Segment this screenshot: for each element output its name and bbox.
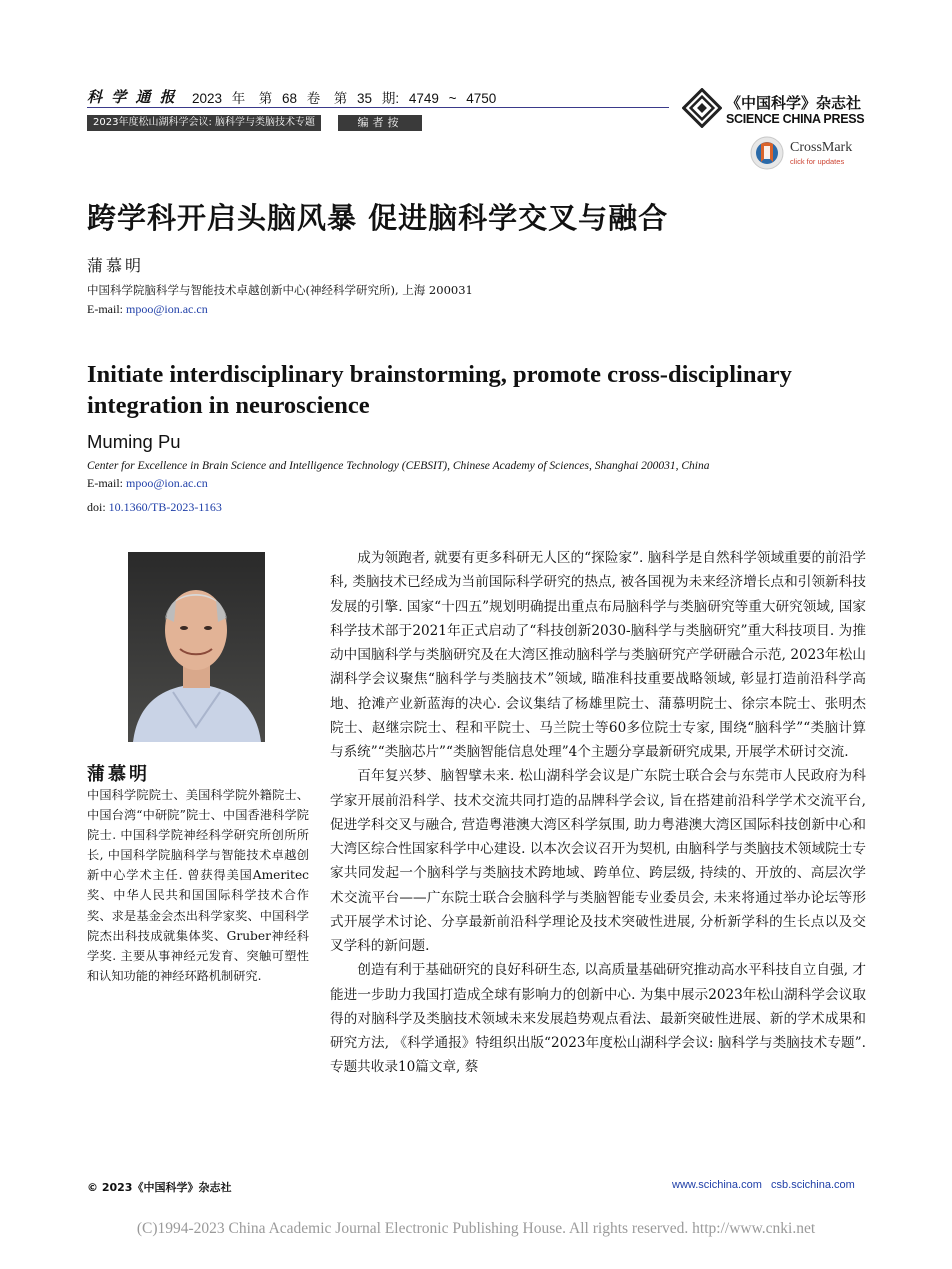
email-line-en <box>87 476 208 491</box>
footer-link-csb[interactable]: csb.scichina.com <box>771 1179 855 1191</box>
author-photo <box>128 552 265 742</box>
doi-link[interactable]: 10.1360/TB-2023-1163 <box>108 500 222 514</box>
affiliation-cn: 中国科学院脑科学与智能技术卓越创新中心(神经科学研究所), 上海 200031 <box>87 283 473 297</box>
publisher-name-en: SCIENCE CHINA PRESS <box>726 112 865 126</box>
email-label: E-mail: <box>87 302 126 316</box>
crossmark-subtitle[interactable]: click for updates <box>790 157 845 166</box>
crossmark-title[interactable]: CrossMark <box>790 140 853 155</box>
footer-link-scichina[interactable]: www.scichina.com <box>672 1179 762 1191</box>
article-body <box>330 546 866 1080</box>
cnki-copyright-watermark: (C)1994-2023 China Academic Journal Electronic Publishing House. All rights reserved. http://www.cnki.net <box>136 1220 816 1237</box>
special-issue-label: 2023年度松山湖科学会议: 脑科学与类脑技术专题 <box>87 115 321 131</box>
issue-info: 2023 年 第 68 卷 第 35 期: 4749 ~ 4750 <box>192 91 497 106</box>
article-title-en: Initiate interdisciplinary brainstorming, promote cross-disciplinary integration in neuroscience <box>87 361 792 419</box>
body-paragraph: 百年复兴梦、脑智擘未来. 松山湖科学会议是广东院士联合会与东莞市人民政府为科学家开展前沿科学、技术交流共同打造的品牌科学会议, 旨在搭建前沿科学学术交流平台, 促进学科交叉与融合, 营造粤港澳大湾区科学氛围, 助力粤港澳大湾区国际科技创新中心和大湾区综合性国家科学中心建设. 以本次会议召开为契机, 由脑科学与类脑技术领域院士专家共同发起一个脑科学与类脑技术跨地域、跨单位、跨层级, 持续的、开放的、高层次学术交流平台——广东院士联合会脑科学与类脑智能专业委员会, 未来将通过举办论坛等形式开展学术讨论、分享最新前沿科学理论及技术突破性进展, 分析新学科的生长点以及交叉学科的新问题. <box>330 768 866 954</box>
email-link[interactable]: mpoo@ion.ac.cn <box>126 476 208 490</box>
body-paragraph: 成为领跑者, 就要有更多科研无人区的“探险家”. 脑科学是自然科学领域重要的前沿学科, 类脑技术已经成为当前国际科学研究的热点, 被各国视为未来经济增长点和引领新科技发展的引擎. 国家“十四五”规划明确提出重点布局脑科学与类脑研究等重大研究领域, 国家科学技术部于2021年正式启动了“科技创新2030-脑科学与类脑研究”重大科技项目. 为推动中国脑科学与类脑研究及在大湾区推动脑科学与类脑研究产学研融合示范, 2023年松山湖科学会议聚焦“脑科学与类脑技术”领域, 瞄准科技重要战略领域, 彰显打造前沿科学高地、抢滩产业新蓝海的决心. 会议集结了杨雄里院士、蒲慕明院士、徐宗本院士、张明杰院士、赵继宗院士、程和平院士、马兰院士等60多位院士专家, 围绕“脑科学”“类脑计算与系统”“类脑芯片”“类脑智能信息处理”4个主题分享最新研究成果, 开展学术研讨交流. <box>330 550 866 760</box>
email-link[interactable]: mpoo@ion.ac.cn <box>126 302 208 316</box>
bio-text: 中国科学院院士、美国科学院外籍院士、中国台湾“中研院”院士、中国香港科学院院士. 中国科学院神经科学研究所创所所长, 中国科学院脑科学与智能技术卓越创新中心学术主任. 曾获得美国Ameritec奖、中华人民共和国国际科学技术合作奖、求是基金会杰出科学家奖、中国科学院杰出科技成就集体奖、Gruber神经科学奖. 主要从事神经元发育、突触可塑性和认知功能的神经环路机制研究. <box>87 788 309 983</box>
doi-label: doi: <box>87 500 109 514</box>
body-paragraph: 创造有利于基础研究的良好科研生态, 以高质量基础研究推动高水平科技自立自强, 才能进一步助力我国打造成全球有影响力的创新中心. 为集中展示2023年松山湖科学会议取得的对脑科学及类脑技术领域未来发展趋势观点看法、最新突破性进展、新的学术成果和研究方法, 《科学通报》特组织出版“2023年度松山湖科学会议: 脑科学与类脑技术专题”. 专题共收录10篇文章, 蔡 <box>330 962 866 1076</box>
bio-name: 蒲慕明 <box>87 764 150 785</box>
crossmark-icon[interactable] <box>750 136 784 170</box>
email-line-cn <box>87 302 208 317</box>
publisher-logo-icon <box>682 88 722 128</box>
author-name-cn: 蒲慕明 <box>87 256 145 275</box>
affiliation-en: Center for Excellence in Brain Science and Intelligence Technology (CEBSIT), Chinese Academy of Sciences, Shanghai 200031, China <box>87 460 710 472</box>
footer-copyright: © 2023《中国科学》杂志社 <box>87 1181 232 1194</box>
author-name-en: Muming Pu <box>87 431 181 452</box>
article-title-cn: 跨学科开启头脑风暴 促进脑科学交叉与融合 <box>87 201 669 235</box>
footer-links <box>672 1179 855 1191</box>
header-divider <box>87 107 669 108</box>
journal-name: 科 学 通 报 <box>87 88 177 106</box>
section-label: 编者按 <box>338 115 422 131</box>
publisher-name-cn: 《中国科学》杂志社 <box>726 94 862 112</box>
doi-line <box>87 500 222 515</box>
email-label: E-mail: <box>87 476 126 490</box>
